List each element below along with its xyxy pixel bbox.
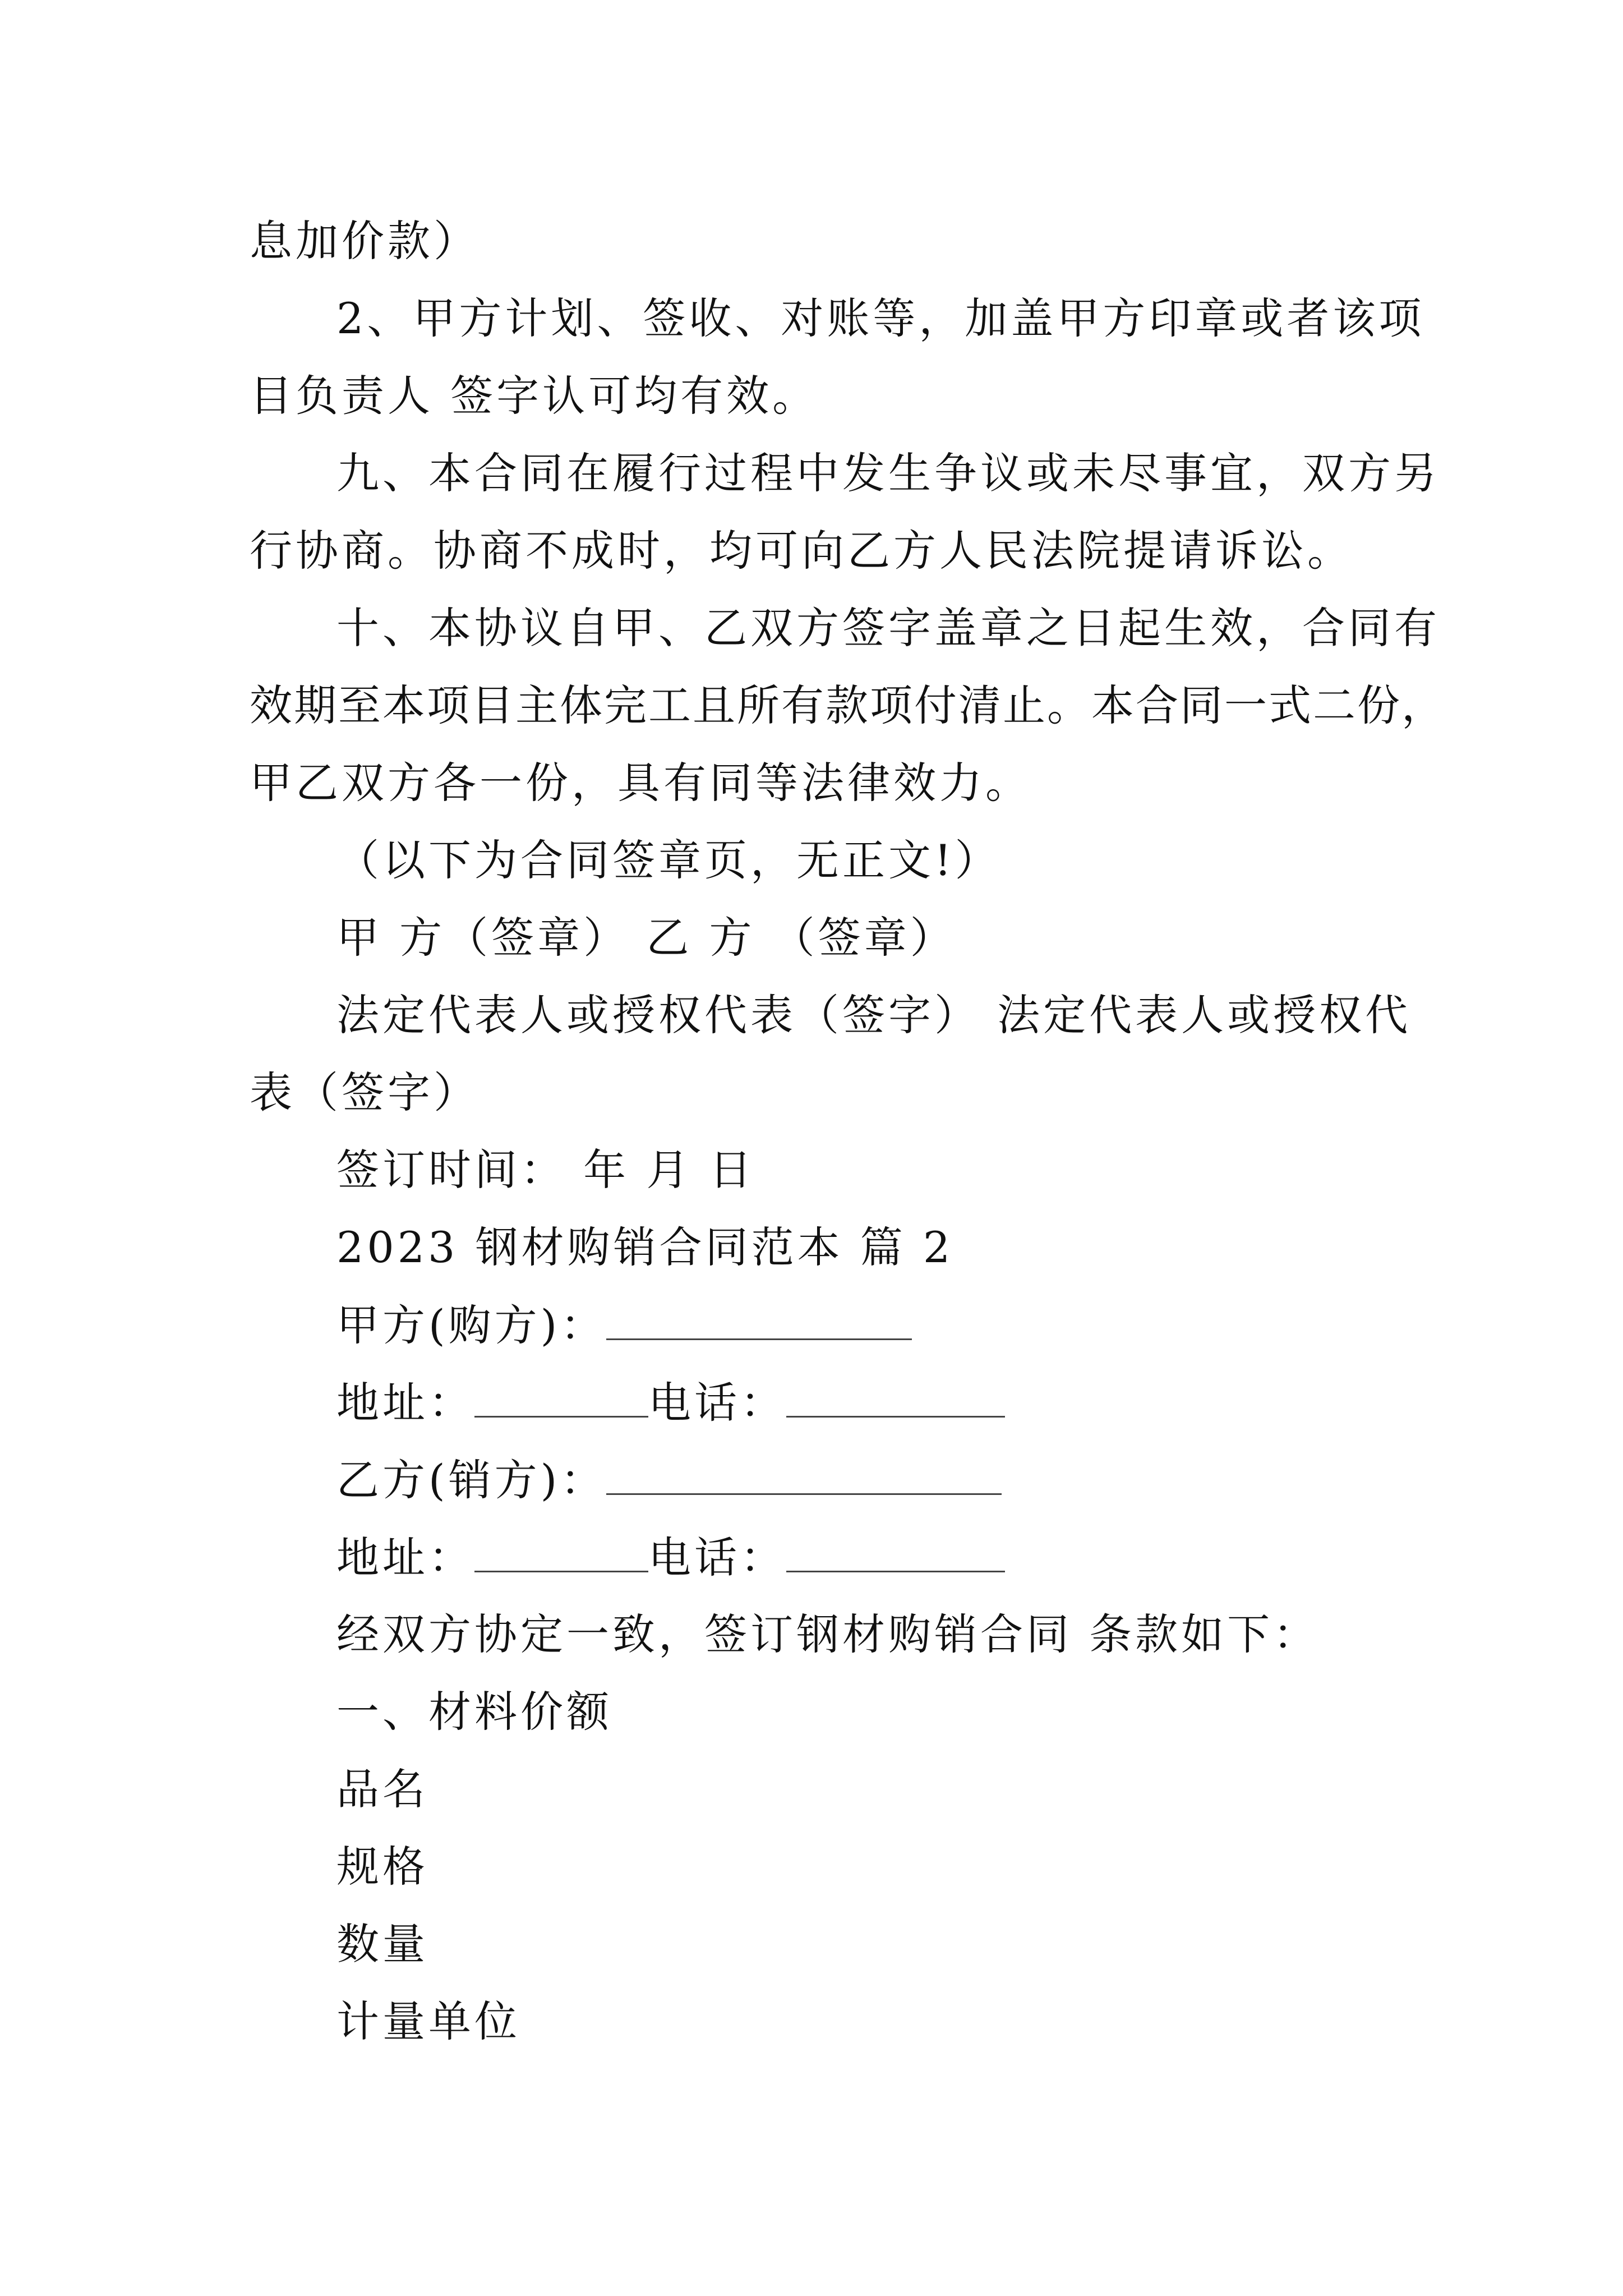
seller-contact-row [336,1533,1005,1582]
text-line: 九、本合同在履行过程中发生争议或未尽事宜，双方另 [336,448,1440,498]
seller-label: 乙方(销方)： [336,1455,607,1505]
text-line: 甲乙双方各一份，具有同等法律效力。 [250,758,1031,808]
section-title: 2023 钢材购销合同范本 篇 2 [336,1222,954,1272]
phone-blank [786,1536,1005,1572]
text-line: 2、甲方计划、签收、对账等，加盖甲方印章或者该项 [336,293,1425,343]
phone-label: 电话： [648,1533,786,1582]
phone-blank [786,1381,1005,1418]
text-line: 目负责人 签字认可均有效。 [250,371,819,421]
list-item: 品名 [336,1764,428,1814]
buyer-label: 甲方(购方)： [336,1300,607,1350]
address-label: 地址： [336,1378,474,1428]
list-item: 规格 [336,1842,428,1892]
text-line: 表（签字） [250,1068,479,1117]
buyer-contact-row [336,1378,1005,1428]
text-line: 经双方协定一致，签订钢材购销合同 条款如下： [336,1609,1320,1659]
text-line: 法定代表人或授权代表（签字） 法定代表人或授权代 [336,990,1412,1040]
buyer-name-blank [606,1304,912,1340]
section-heading: 一、材料价额 [336,1687,612,1737]
seller-row [336,1455,1002,1505]
buyer-row [336,1300,912,1350]
address-label: 地址： [336,1533,474,1582]
text-line: 息加价款） [250,216,479,266]
address-blank [474,1381,648,1418]
text-line: 十、本协议自甲、乙双方签字盖章之日起生效，合同有 [336,603,1440,653]
signature-header: 甲 方（签章） 乙 方 （签章） [336,913,956,963]
list-item: 计量单位 [336,1996,520,2046]
phone-label: 电话： [648,1378,786,1428]
text-line: （以下为合同签章页，无正文!） [336,835,1001,885]
signing-date: 签订时间： 年 月 日 [336,1145,755,1195]
text-line: 效期至本项目主体完工且所有款项付清止。本合同一式二份， [250,680,1446,730]
address-blank [474,1536,648,1572]
list-item: 数量 [336,1919,428,1969]
seller-name-blank [606,1458,1002,1495]
text-line: 行协商。协商不成时，均可向乙方人民法院提请诉讼。 [250,526,1353,576]
